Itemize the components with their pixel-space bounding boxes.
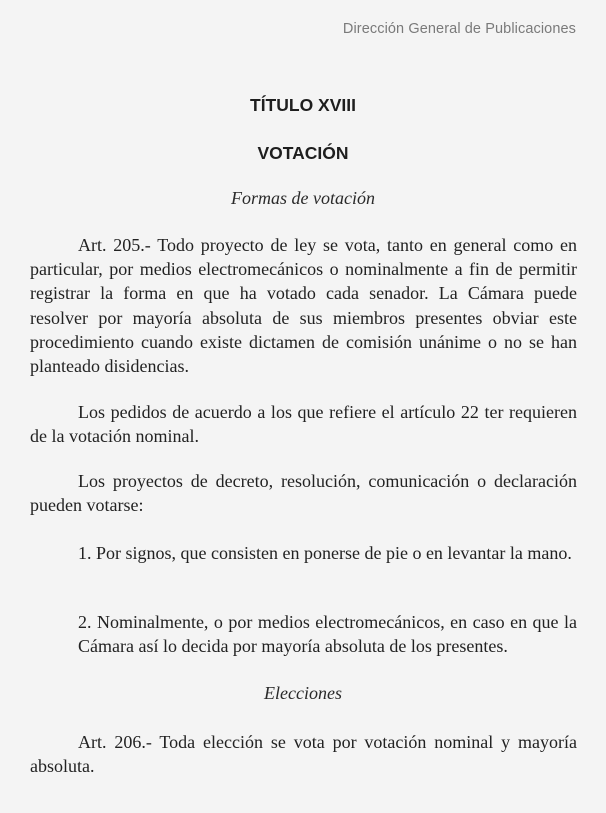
- list-item: 2. Nominalmente, o por medios electromecánicos, en caso en que la Cámara así lo decida por mayoría absoluta de los presentes.: [78, 612, 577, 657]
- section-subtitle: Elecciones: [264, 683, 342, 703]
- running-header: Dirección General de Publicaciones: [342, 21, 576, 37]
- article-205-paragraph: Art. 205.- Todo proyecto de ley se vota, tanto en general como en particular, por medios electromecánicos o nominalmente a fin de permitir registrar la forma en que ha votado cada senador. La Cámara puede resolver por mayoría absoluta de sus miembros presentes obviar este procedimiento cuando existe dictamen de comisión unánime o no se han planteado disidencias.: [30, 235, 577, 377]
- title-number: TÍTULO XVIII: [250, 95, 356, 115]
- section-subtitle: Formas de votación: [231, 188, 375, 208]
- title-name: VOTACIÓN: [257, 143, 349, 163]
- article-206-paragraph: Art. 206.- Toda elección se vota por votación nominal y mayoría absoluta.: [30, 732, 577, 777]
- list-item: 1. Por signos, que consisten en ponerse de pie o en levantar la mano.: [78, 543, 572, 563]
- projects-vote-paragraph: Los proyectos de decreto, resolución, comunicación o declaración pueden votarse:: [30, 471, 577, 516]
- nominal-vote-paragraph: Los pedidos de acuerdo a los que refiere el artículo 22 ter requieren de la votación nominal.: [30, 402, 577, 447]
